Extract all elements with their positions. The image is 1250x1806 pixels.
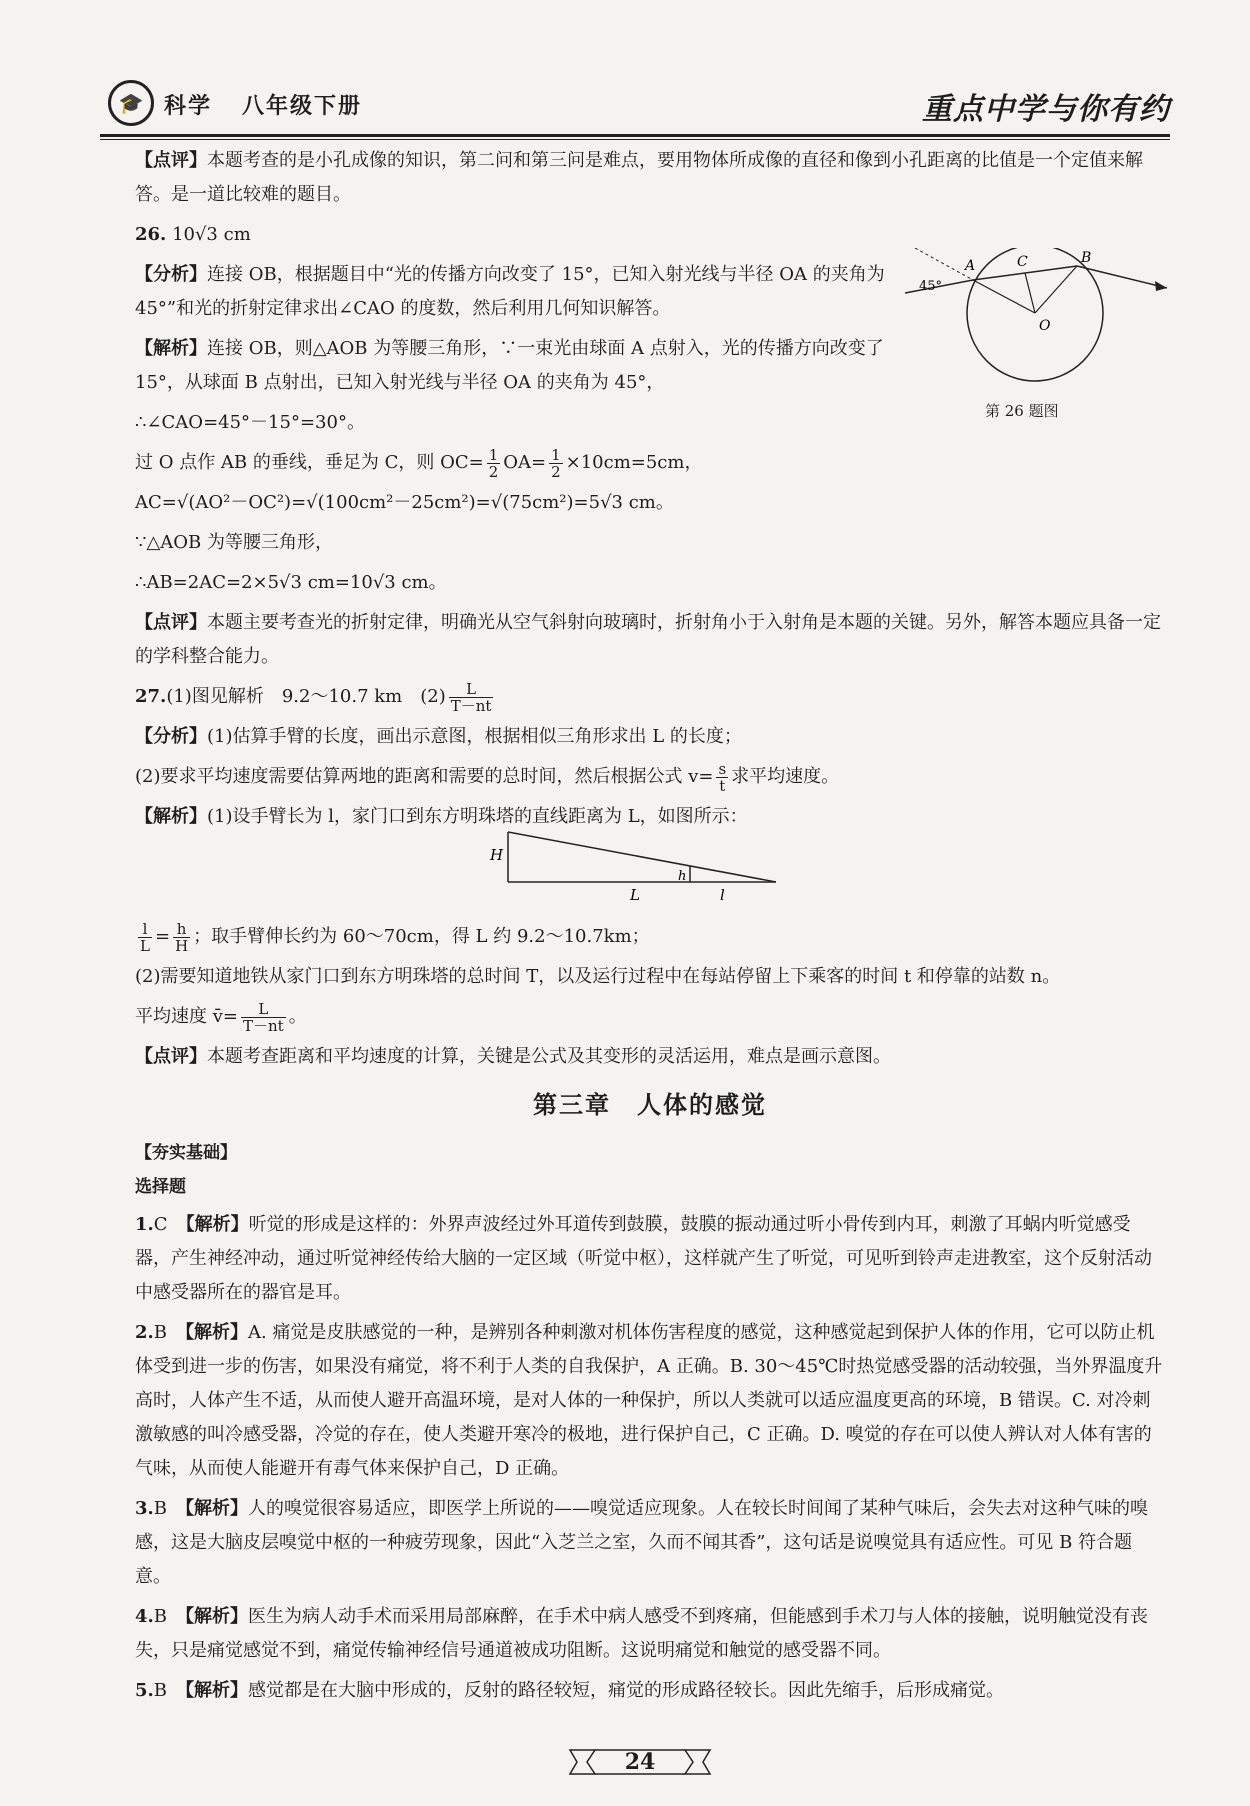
label-B: B bbox=[1081, 250, 1092, 266]
q26-line2: 过 O 点作 AB 的垂线，垂足为 C，则 OC= $\frac{1}{2}$ OA= $\frac{1}{2}$ ×10cm=5cm， bbox=[135, 445, 703, 481]
label-l: l bbox=[720, 886, 725, 902]
choice-list bbox=[135, 1208, 1165, 1708]
school-logo-icon: 🎓 bbox=[108, 80, 154, 126]
q27-analysis2: (2)要求平均速度需要估算两地的距离和需要的总时间，然后根据公式 v= $\frac{s}{t}$ 求平均速度。 bbox=[135, 759, 840, 795]
emergent-ray bbox=[1077, 266, 1167, 288]
q27-review: 【点评】本题考查距离和平均速度的计算，关键是公式及其变形的灵活运用，难点是画示意图。 bbox=[135, 1046, 891, 1067]
q26-review: 【点评】本题主要考查光的折射定律，明确光从空气斜射向玻璃时，折射角小于入射角是本题的关键。另外，解答本题应具备一定的学科整合能力。 bbox=[135, 612, 1161, 667]
header-title bbox=[164, 89, 392, 120]
figure-27-diagram bbox=[480, 822, 780, 902]
label-h: h bbox=[678, 869, 687, 884]
choice-item: 5.B 【解析】感觉都是在大脑中形成的，反射的路径较短，痛觉的形成路径较长。因此先缩手，后形成痛觉。 bbox=[135, 1680, 1005, 1701]
chapter-title: 第三章 人体的感觉 bbox=[533, 1091, 767, 1119]
label-H: H bbox=[490, 846, 504, 864]
subject-label: 科学 bbox=[164, 94, 213, 119]
fraction: $\frac{1}{2}$ bbox=[551, 445, 561, 481]
q26-analysis: 【分析】连接 OB，根据题目中“光的传播方向改变了 15°，已知入射光线与半径 OA 的夹角为 45°”和光的折射定律求出∠CAO 的度数，然后利用几何知识解答。 bbox=[135, 264, 885, 319]
q26-line3: AC=√(AO²－OC²)=√(100cm²－25cm²)=√(75cm²)=5√3 cm。 bbox=[135, 492, 674, 513]
radius-OB bbox=[1035, 266, 1077, 313]
q26-solution: 【解析】连接 OB，则△AOB 为等腰三角形，∵一束光由球面 A 点射入，光的传播方向改变了 15°，从球面 B 点射出，已知入射光线与半径 OA 的夹角为 45°， bbox=[135, 338, 884, 393]
perpendicular-OC bbox=[1025, 273, 1035, 313]
q26-line1: ∴∠CAO=45°－15°=30°。 bbox=[135, 412, 365, 433]
q27-solution: 【解析】(1)设手臂长为 l，家门口到东方明珠塔的直线距离为 L，如图所示： bbox=[135, 806, 748, 827]
choice-item: 2.B 【解析】A. 痛觉是皮肤感觉的一种，是辨别各种刺激对机体伤害程度的感觉，这种感觉起到保护人体的作用，它可以防止机体受到进一步的伤害，如果没有痛觉，将不利于人类的自我保护，A 正确。B. 30～45℃时热觉感受器的活动较强，当外界温度升高时，人体产生不适，从而使人避开高温环境，是对人体的一种保护，所以人类就可以适应温度更高的环境，B 错误。C. 对冷刺激敏感的叫冷感受器，冷觉的存在，使人类避开寒冷的极地，进行保护自己，C 正确。D. 嗅觉的存在可以使人辨认对人体有害的气味，从而使人能避开有毒气体来保护自己，D 正确。 bbox=[135, 1322, 1163, 1479]
figure-26-caption: 第 26 题图 bbox=[985, 402, 1059, 420]
q27-analysis: 【分析】(1)估算手臂的长度，画出示意图，根据相似三角形求出 L 的长度； bbox=[135, 726, 742, 747]
page-header bbox=[100, 80, 1170, 130]
choice-item: 4.B 【解析】医生为病人动手术而采用局部麻醉，在手术中病人感受不到疼痛，但能感到手术刀与人体的接触，说明触觉没有丧失，只是痛觉感觉不到，痛觉传输神经信号通道被成功阻断。这说明痛觉和触觉的感受器不同。 bbox=[135, 1606, 1149, 1661]
q26-line4: ∵△AOB 为等腰三角形， bbox=[135, 532, 333, 553]
choice-item: 1.C 【解析】听觉的形成是这样的：外界声波经过外耳道传到鼓膜，鼓膜的振动通过听小骨传到内耳，刺激了耳蜗内听觉感受器，产生神经冲动，通过听觉神经传给大脑的一定区域（听觉中枢），这样就产生了听觉，可见听到铃声走进教室，这个反射活动中感受器所在的器官是耳。 bbox=[135, 1214, 1152, 1303]
hypotenuse bbox=[508, 832, 776, 882]
label-angle: 45° bbox=[919, 279, 943, 294]
fraction: $\frac{L}{T-nt}$ bbox=[242, 999, 284, 1035]
fraction: $\frac{l}{L}$ bbox=[140, 919, 150, 955]
q25-review: 【点评】本题考查的是小孔成像的知识，第二问和第三问是难点，要用物体所成像的直径和像到小孔距离的比值是一个定值来解答。是一道比较难的题目。 bbox=[135, 150, 1143, 205]
fraction: $\frac{L}{T-nt}$ bbox=[450, 679, 492, 715]
label-L: L bbox=[630, 886, 640, 902]
arrow-head-icon bbox=[1155, 281, 1167, 291]
q27-avg: 平均速度 v̄= $\frac{L}{T-nt}$ 。 bbox=[135, 999, 307, 1035]
q27-ratio: $\frac{l}{L}$ = $\frac{h}{H}$ ；取手臂伸长约为 60～70cm，得 L 约 9.2～10.7km； bbox=[140, 919, 650, 955]
header-divider-thin bbox=[100, 139, 1170, 140]
page-number: 24 bbox=[624, 1749, 656, 1775]
label-A: A bbox=[965, 258, 976, 274]
brand-title: 重点中学与你有约 bbox=[922, 92, 1170, 127]
fraction: $\frac{h}{H}$ bbox=[175, 919, 189, 955]
q26-answer: 26. 10√3 cm bbox=[135, 224, 251, 245]
grade-label: 八年级下册 bbox=[242, 94, 363, 119]
section-title: 【夯实基础】 bbox=[135, 1143, 237, 1163]
label-C: C bbox=[1017, 254, 1028, 270]
q26-line5: ∴AB=2AC=2×5√3 cm=10√3 cm。 bbox=[135, 572, 447, 593]
fraction: $\frac{s}{t}$ bbox=[718, 759, 727, 795]
radius-OA bbox=[973, 280, 1035, 313]
q27-part2: (2)需要知道地铁从家门口到东方明珠塔的总时间 T，以及运行过程中在每站停留上下乘客的时间 t 和停靠的站数 n。 bbox=[135, 966, 1061, 987]
q27-answer: 27.(1)图见解析 9.2～10.7 km (2) $\frac{L}{T-nt}$ bbox=[135, 679, 492, 715]
subsection-title: 选择题 bbox=[135, 1177, 186, 1197]
label-O: O bbox=[1039, 318, 1051, 334]
choice-item: 3.B 【解析】人的嗅觉很容易适应，即医学上所说的——嗅觉适应现象。人在较长时间闻了某种气味后，会失去对这种气味的嗅感，这是大脑皮层嗅觉中枢的一种疲劳现象，因此“入芝兰之室，久而不闻其香”，这句话是说嗅觉具有适应性。可见 B 符合题意。 bbox=[135, 1498, 1149, 1587]
page-footer bbox=[565, 1742, 715, 1782]
header-divider bbox=[100, 134, 1170, 137]
fraction: $\frac{1}{2}$ bbox=[488, 445, 499, 481]
